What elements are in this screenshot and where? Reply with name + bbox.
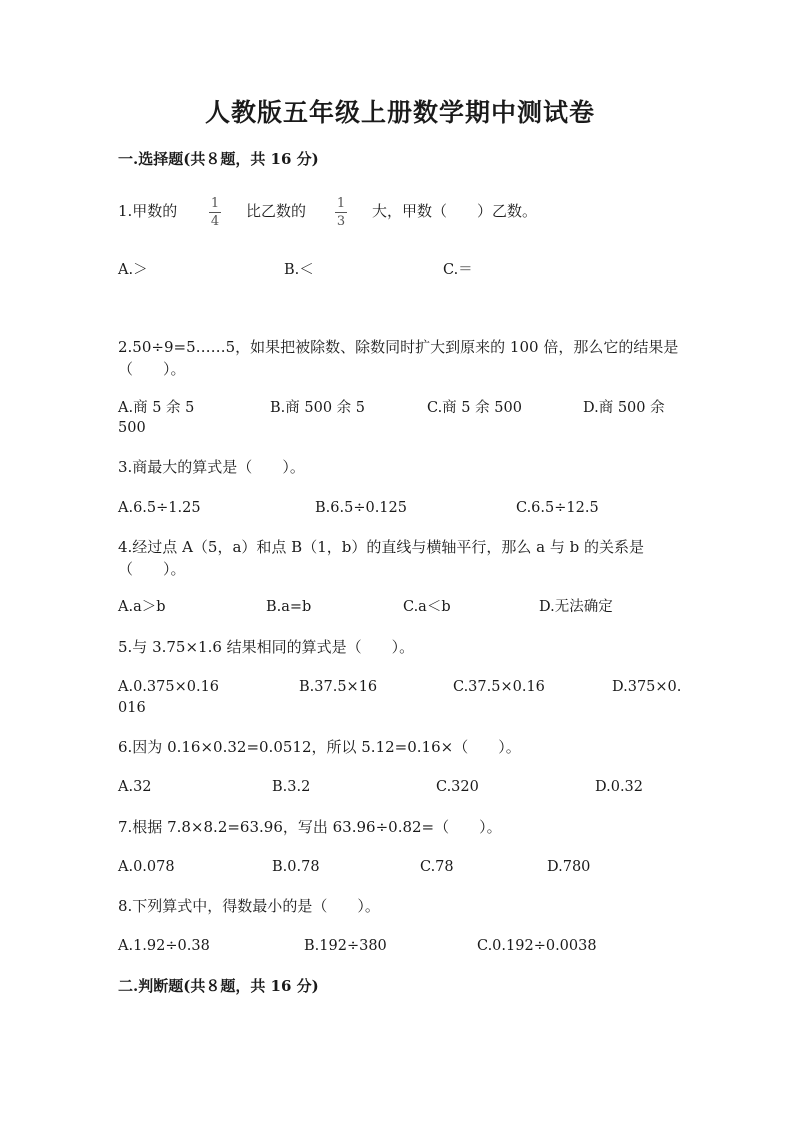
question-4-text: 4.经过点 A（5，a）和点 B（1，b）的直线与横轴平行，那么 a 与 b 的关系是（ ）。 [118, 538, 644, 578]
fraction-one-third [334, 196, 348, 229]
q1-text-part3: 大，甲数（ ）乙数。 [372, 202, 538, 220]
question-7-text: 7.根据 7.8×8.2=63.96，写出 63.96÷0.82=（ ）。 [118, 818, 502, 836]
fraction-denominator: 3 [336, 214, 346, 229]
q4-option-b: B.a=b [266, 599, 312, 615]
q8-option-c: C.0.192÷0.0038 [477, 938, 597, 954]
question-3-text: 3.商最大的算式是（ ）。 [118, 458, 305, 476]
q7-option-b: B.0.78 [272, 859, 320, 875]
fraction-numerator: 1 [210, 196, 220, 211]
fraction-bar [335, 212, 347, 213]
q5-option-a: A.0.375×0.16 [118, 679, 220, 695]
q1-option-b: B.＜ [284, 262, 314, 278]
q4-option-c: C.a＜b [403, 599, 451, 615]
q1-text-part2: 比乙数的 [246, 202, 307, 220]
fraction-one-quarter [208, 196, 222, 229]
q3-option-c: C.6.5÷12.5 [516, 500, 599, 516]
q3-option-b: B.6.5÷0.125 [315, 500, 407, 516]
q4-option-a: A.a＞b [118, 599, 166, 615]
q5-option-d-continued: 016 [118, 700, 146, 716]
q8-option-a: A.1.92÷0.38 [118, 938, 210, 954]
q2-option-d: D.商 500 余 [583, 400, 665, 416]
section-heading-judgement: 二.判断题(共８题，共 16 分) [118, 977, 319, 995]
q7-option-d: D.780 [547, 859, 591, 875]
q7-option-a: A.0.078 [118, 859, 175, 875]
q5-option-b: B.37.5×16 [299, 679, 378, 695]
fraction-numerator: 1 [336, 196, 346, 211]
q1-text-part1: 1.甲数的 [118, 202, 178, 220]
q1-option-c: C.＝ [443, 262, 473, 278]
q5-option-c: C.37.5×0.16 [453, 679, 545, 695]
q1-option-a: A.＞ [118, 262, 148, 278]
q6-option-d: D.0.32 [595, 779, 644, 795]
q5-option-d: D.375×0. [612, 679, 682, 695]
question-5-text: 5.与 3.75×1.6 结果相同的算式是（ ）。 [118, 638, 415, 656]
q7-option-c: C.78 [420, 859, 454, 875]
fraction-bar [209, 212, 221, 213]
question-2-text: 2.50÷9=5……5，如果把被除数、除数同时扩大到原来的 100 倍，那么它的结果是（ ）。 [118, 338, 679, 378]
q2-option-b: B.商 500 余 5 [270, 400, 365, 416]
q2-option-a: A.商 5 余 5 [118, 400, 195, 416]
fraction-denominator: 4 [210, 214, 220, 229]
q8-option-b: B.192÷380 [304, 938, 387, 954]
q6-option-b: B.3.2 [272, 779, 311, 795]
page-title: 人教版五年级上册数学期中测试卷 [204, 98, 595, 127]
q3-option-a: A.6.5÷1.25 [118, 500, 201, 516]
q2-option-d-continued: 500 [118, 420, 146, 436]
question-8-text: 8.下列算式中，得数最小的是（ ）。 [118, 897, 380, 915]
q2-option-c: C.商 5 余 500 [427, 400, 522, 416]
q6-option-a: A.32 [118, 779, 152, 795]
q6-option-c: C.320 [436, 779, 479, 795]
q4-option-d: D.无法确定 [539, 599, 613, 615]
section-heading-choice: 一.选择题(共８题，共 16 分) [118, 150, 319, 168]
question-6-text: 6.因为 0.16×0.32=0.0512，所以 5.12=0.16×（ ）。 [118, 738, 521, 756]
